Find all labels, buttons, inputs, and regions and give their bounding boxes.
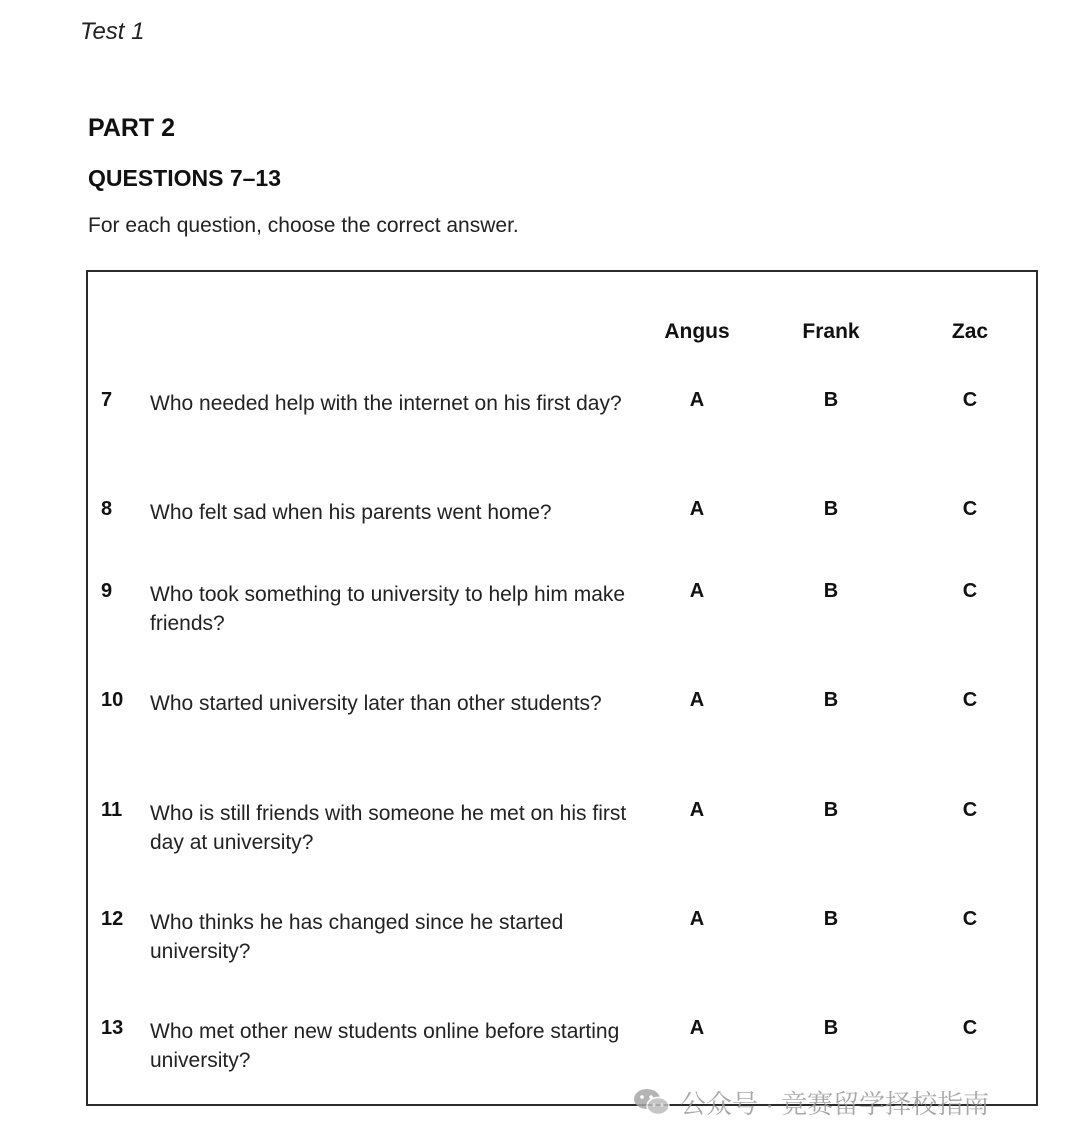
question-number: 7 <box>101 389 113 411</box>
option-a-angus[interactable]: A <box>689 689 705 711</box>
question-text: Who is still friends with someone he met on his first day at university? <box>150 802 627 854</box>
option-b-frank[interactable]: B <box>823 580 839 602</box>
question-text: Who needed help with the internet on his first day? <box>150 392 622 415</box>
option-a-angus[interactable]: A <box>689 389 705 411</box>
question-number: 12 <box>101 908 124 930</box>
question-text: Who thinks he has changed since he started university? <box>150 911 564 963</box>
option-a-angus[interactable]: A <box>689 908 705 930</box>
watermark-text: 公众号 · 竞赛留学择校指南 <box>680 1088 990 1119</box>
question-number: 9 <box>101 580 113 602</box>
question-number: 11 <box>101 799 123 821</box>
column-header-angus: Angus <box>664 320 730 343</box>
part-title: PART 2 <box>88 114 176 142</box>
option-c-zac[interactable]: C <box>962 389 978 411</box>
option-c-zac[interactable]: C <box>962 689 978 711</box>
option-a-angus[interactable]: A <box>689 498 705 520</box>
question-text: Who felt sad when his parents went home? <box>150 501 552 524</box>
option-b-frank[interactable]: B <box>823 1017 839 1039</box>
option-c-zac[interactable]: C <box>962 580 978 602</box>
option-c-zac[interactable]: C <box>962 799 978 821</box>
column-header-zac: Zac <box>951 320 989 343</box>
wechat-icon <box>632 1087 672 1117</box>
option-c-zac[interactable]: C <box>962 498 978 520</box>
question-text: Who met other new students online before starting university? <box>150 1020 620 1072</box>
running-head: Test 1 <box>80 18 145 45</box>
option-c-zac[interactable]: C <box>962 1017 978 1039</box>
option-b-frank[interactable]: B <box>823 498 839 520</box>
watermark <box>632 1084 989 1120</box>
option-b-frank[interactable]: B <box>823 799 839 821</box>
option-a-angus[interactable]: A <box>689 799 705 821</box>
column-header-frank: Frank <box>802 320 860 343</box>
question-text: Who took something to university to help him make friends? <box>150 583 626 635</box>
option-a-angus[interactable]: A <box>689 580 705 602</box>
question-number: 8 <box>101 498 113 520</box>
questions-title: QUESTIONS 7–13 <box>88 165 282 191</box>
option-b-frank[interactable]: B <box>823 689 839 711</box>
question-number: 10 <box>101 689 124 711</box>
instruction-text: For each question, choose the correct answer. <box>88 214 519 237</box>
option-c-zac[interactable]: C <box>962 908 978 930</box>
option-a-angus[interactable]: A <box>689 1017 705 1039</box>
question-text: Who started university later than other students? <box>150 692 602 715</box>
option-b-frank[interactable]: B <box>823 389 839 411</box>
option-b-frank[interactable]: B <box>823 908 839 930</box>
question-number: 13 <box>101 1017 124 1039</box>
